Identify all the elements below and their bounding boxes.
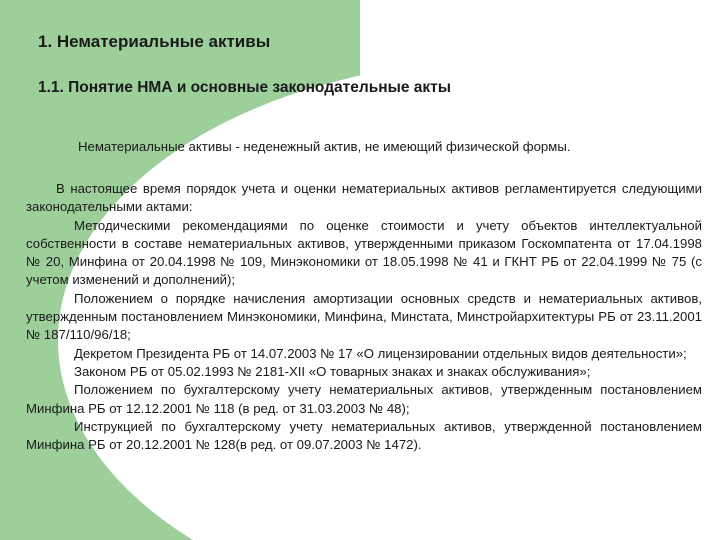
act-item: Методическими рекомендациями по оценке стоимости и учету объектов интеллектуальной собственности в составе нематериальных активов, утвержденными приказом Госкомпатента от 17.04.1998 № 20, Минфина от 20.04.1998 № 109, Минэкономики от 18.05.1998 № 41 и ГКНТ РБ от 22.04.1999 № 75 (с учетом изменений и дополнений);	[26, 217, 702, 288]
slide-subtitle: 1.1. Понятие НМА и основные законодательные акты	[38, 79, 451, 96]
legislation-body	[26, 180, 702, 454]
act-item: Декретом Президента РБ от 14.07.2003 № 17 «О лицензировании отдельных видов деятельности»;	[74, 345, 687, 361]
act-item: Законом РБ от 05.02.1993 № 2181-XII «О товарных знаках и знаках обслуживания»;	[74, 363, 591, 379]
act-item: Положением о порядке начисления амортизации основных средств и нематериальных активов, утвержденным постановлением Минэкономики, Минфина, Минстата, Минстройархитектуры РБ от 23.11.2001 № 187/110/96/18;	[26, 290, 702, 343]
act-item: Положением по бухгалтерскому учету нематериальных активов, утвержденным постановлением Минфина РБ от 12.12.2001 № 118 (в ред. от 31.03.2003 № 48);	[26, 382, 702, 416]
slide-title: 1. Нематериальные активы	[38, 32, 271, 51]
definition-text: Нематериальные активы - неденежный актив, не имеющий физической формы.	[78, 139, 571, 154]
act-item: Инструкцией по бухгалтерскому учету нематериальных активов, утвержденной постановлением Минфина РБ от 20.12.2001 № 128(в ред. от 09.07.2003 № 1472).	[26, 418, 702, 453]
intro-paragraph: В настоящее время порядок учета и оценки нематериальных активов регламентируется следующими законодательными актами:	[26, 181, 702, 215]
